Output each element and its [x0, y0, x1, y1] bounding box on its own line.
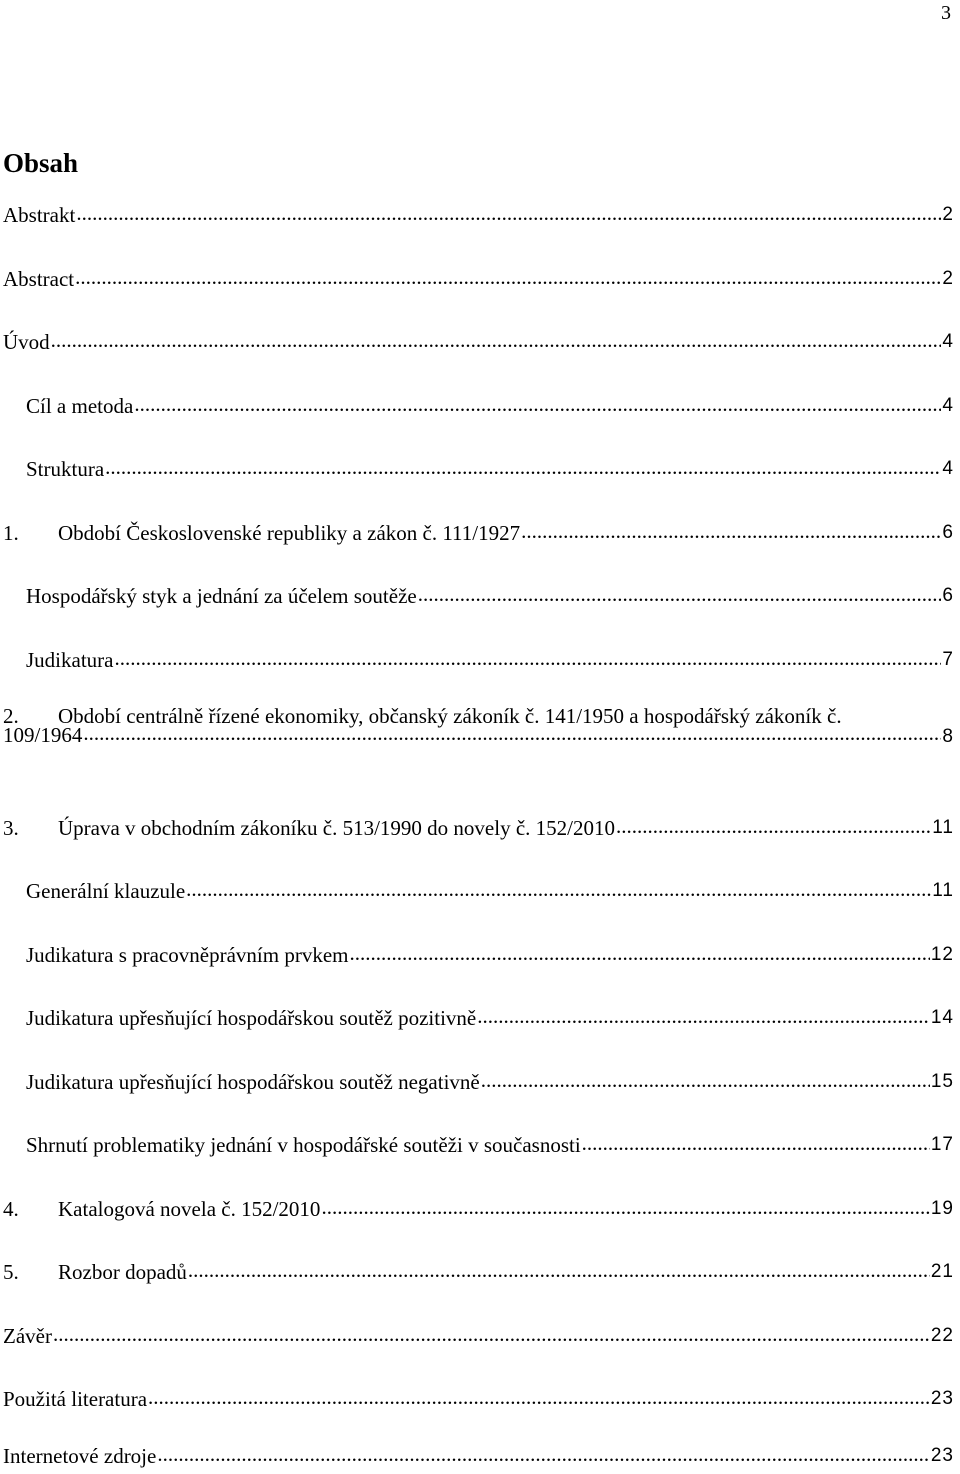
dot-leader	[105, 453, 941, 481]
toc-entry-title: Katalogová novela č. 152/2010	[58, 1197, 321, 1221]
dot-leader	[83, 721, 941, 746]
toc-entry-page: 2	[942, 204, 954, 225]
dot-leader	[582, 1129, 930, 1157]
dot-leader	[350, 939, 930, 967]
toc-entry-judikatura-pracovnepravni[interactable]	[26, 935, 954, 969]
toc-entry-number: 1.	[3, 521, 19, 545]
page-number: 3	[941, 2, 951, 24]
toc-entry-title-cont: 109/1964	[3, 723, 83, 747]
toc-entry-title: Judikatura s pracovněprávním prvkem	[26, 943, 349, 967]
toc-entry-title: Období Československé republiky a zákon č. 111/1927	[58, 521, 521, 545]
toc-entry-abstrakt[interactable]	[3, 195, 954, 229]
toc-entry-page: 7	[942, 649, 954, 670]
toc-entry-cil-a-metoda[interactable]	[26, 386, 954, 420]
toc-entry-page: 11	[932, 880, 954, 901]
toc-heading: Obsah	[3, 148, 79, 178]
toc-entry-uvod[interactable]	[3, 322, 954, 356]
toc-entry-judikatura-negativne[interactable]	[26, 1062, 954, 1096]
dot-leader	[76, 199, 941, 227]
toc-entry-number: 2.	[3, 704, 19, 728]
toc-entry-number: 3.	[3, 816, 19, 840]
toc-entry-page: 12	[930, 944, 954, 965]
toc-entry-chapter-4[interactable]	[3, 1189, 954, 1223]
toc-entry-page: 17	[930, 1134, 954, 1155]
toc-entry-page: 14	[930, 1007, 954, 1028]
toc-entry-title: Judikatura upřesňující hospodářskou soutěž negativně	[26, 1070, 480, 1094]
toc-entry-title: Internetové zdroje	[3, 1444, 157, 1468]
dot-leader	[481, 1066, 930, 1094]
toc-entry-struktura[interactable]	[26, 449, 954, 483]
toc-entry-hospodarsky-styk[interactable]	[26, 576, 954, 610]
toc-entry-judikatura-pozitivne[interactable]	[26, 998, 954, 1032]
toc-entry-page: 23	[930, 1388, 954, 1409]
toc-entry-chapter-5[interactable]	[3, 1252, 954, 1286]
toc-entry-title: Rozbor dopadů	[58, 1260, 187, 1284]
dot-leader	[477, 1002, 930, 1030]
toc-entry-page: 2	[942, 268, 954, 289]
dot-leader	[188, 1256, 930, 1284]
toc-entry-page: 15	[930, 1071, 954, 1092]
toc-entry-title: Hospodářský styk a jednání za účelem soutěže	[26, 584, 417, 608]
toc-entry-pouzita-literatura[interactable]	[3, 1379, 954, 1413]
toc-entry-shrnuti[interactable]	[26, 1125, 954, 1159]
dot-leader	[321, 1193, 929, 1221]
dot-leader	[75, 263, 941, 291]
dot-leader	[521, 517, 941, 545]
dot-leader	[148, 1383, 930, 1411]
toc-entry-page: 8	[942, 726, 954, 747]
dot-leader	[114, 644, 941, 672]
toc-entry-number: 4.	[3, 1197, 19, 1221]
toc-entry-title: Období centrálně řízené ekonomiky, občanský zákoník č. 141/1950 a hospodářský zákoník č.	[58, 704, 842, 728]
toc-entry-title: Judikatura upřesňující hospodářskou soutěž pozitivně	[26, 1006, 477, 1030]
toc-entry-title: Cíl a metoda	[26, 394, 134, 418]
toc-entry-title: Úprava v obchodním zákoníku č. 513/1990 do novely č. 152/2010	[58, 816, 615, 840]
toc-entry-generalni-klauzule[interactable]	[26, 871, 954, 905]
toc-entry-abstract[interactable]	[3, 259, 954, 293]
toc-entry-title: Shrnutí problematiky jednání v hospodářské soutěži v současnosti	[26, 1133, 581, 1157]
toc-entry-title: Úvod	[3, 330, 50, 354]
toc-entry-chapter-1[interactable]	[3, 513, 954, 547]
toc-entry-page: 23	[930, 1445, 954, 1466]
toc-entry-zaver[interactable]	[3, 1316, 954, 1350]
dot-leader	[418, 580, 942, 608]
dot-leader	[51, 326, 942, 354]
toc-entry-number: 5.	[3, 1260, 19, 1284]
toc-entry-page: 19	[930, 1198, 954, 1219]
toc-entry-title: Abstract	[3, 267, 75, 291]
toc-entry-page: 6	[942, 522, 954, 543]
toc-entry-title: Struktura	[26, 457, 105, 481]
toc-entry-page: 21	[930, 1261, 954, 1282]
toc-entry-judikatura[interactable]	[26, 640, 954, 674]
toc-entry-chapter-3[interactable]	[3, 808, 954, 842]
dot-leader	[616, 812, 931, 840]
toc-entry-internetove-zdroje[interactable]	[3, 1436, 954, 1470]
toc-entry-page: 22	[930, 1325, 954, 1346]
toc-entry-title: Závěr	[3, 1324, 52, 1348]
dot-leader	[53, 1320, 930, 1348]
toc-entry-title: Abstrakt	[3, 203, 76, 227]
toc-entry-page: 6	[942, 585, 954, 606]
toc-entry-title: Generální klauzule	[26, 879, 186, 903]
toc-entry-page: 11	[932, 817, 954, 838]
toc-entry-title: Použitá literatura	[3, 1387, 148, 1411]
toc-entry-page: 4	[942, 458, 954, 479]
toc-entry-line	[3, 720, 954, 748]
toc-entry-title: Judikatura	[26, 648, 114, 672]
toc-entry-page: 4	[942, 395, 954, 416]
dot-leader	[186, 875, 931, 903]
dot-leader	[157, 1440, 930, 1468]
dot-leader	[134, 390, 941, 418]
toc-entry-page: 4	[942, 331, 954, 352]
